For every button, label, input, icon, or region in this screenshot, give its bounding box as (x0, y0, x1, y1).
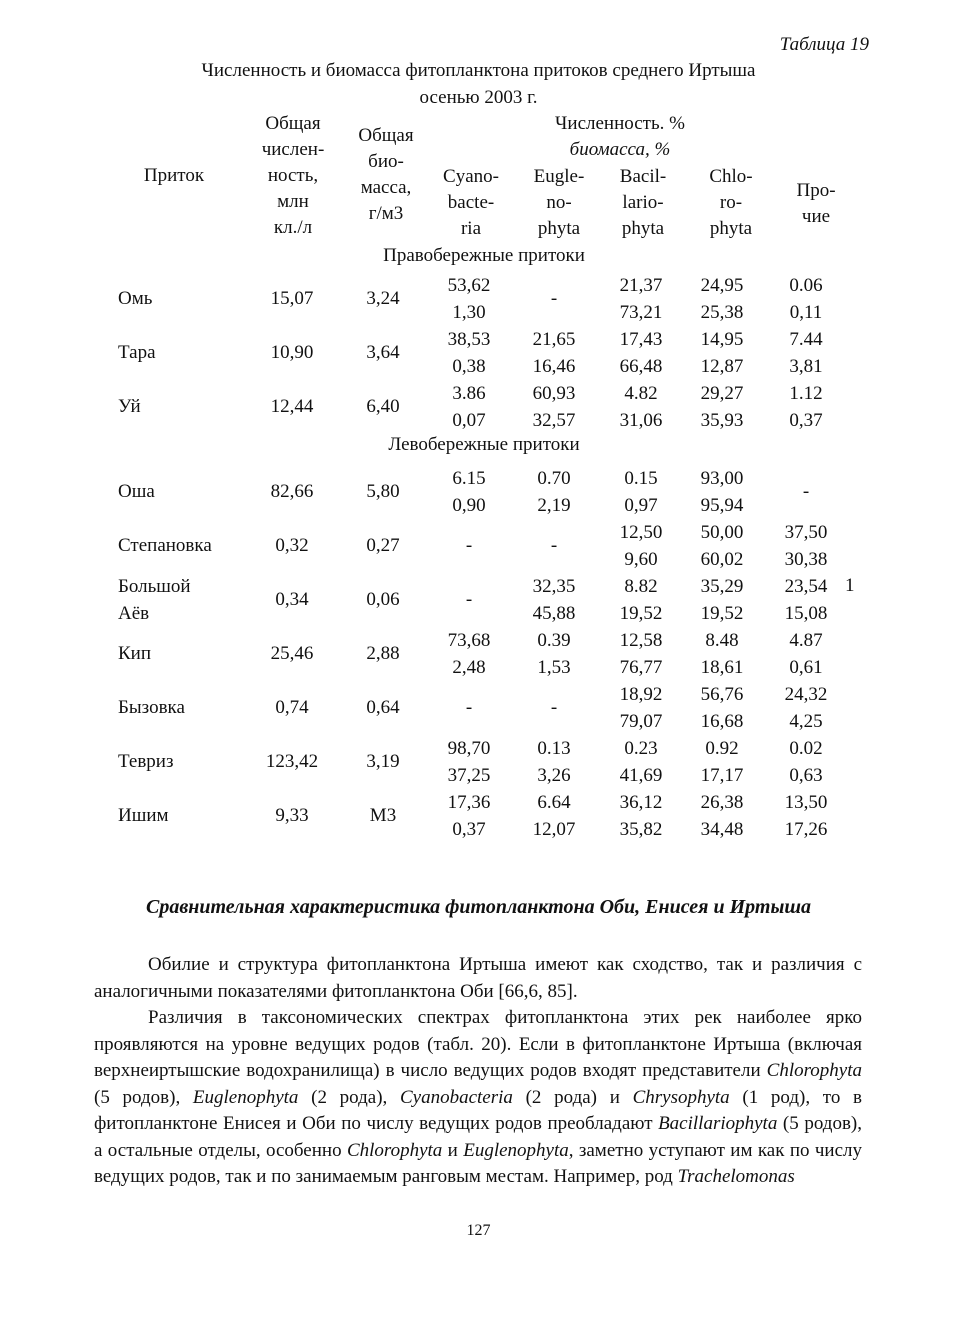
cell-cyanobacteria: 73,68 2,48 (447, 630, 491, 678)
cell-bacillariophyta: 8.82 19,52 (619, 576, 663, 624)
cell-cyanobacteria: - (465, 589, 473, 610)
cell-other: 0.02 0,63 (789, 738, 823, 786)
cell-total-count: 82,66 (270, 481, 314, 502)
cell-total-count: 25,46 (270, 643, 314, 664)
header-group-biomass: биомасса, % (569, 139, 671, 160)
cell-euglenophyta: - (550, 697, 558, 718)
cell-chlorophyta: 35,29 19,52 (700, 576, 744, 624)
cell-total-count: 12,44 (270, 396, 314, 417)
header-total-biomass: Общая био- масса, г/м3 (358, 125, 414, 224)
cell-total-biomass: 0,06 (366, 589, 400, 610)
cell-total-biomass: 0,64 (366, 697, 400, 718)
header-river: Приток (143, 165, 205, 186)
cell-bacillariophyta: 12,50 9,60 (619, 522, 663, 570)
cell-bacillariophyta: 12,58 76,77 (619, 630, 663, 678)
cell-cyanobacteria: 53,62 1,30 (447, 275, 491, 323)
header-group-count: Численность. % (555, 113, 685, 134)
header-chlorophyta: Chlo- ro- phyta (709, 166, 753, 239)
paragraph-2 (94, 1005, 862, 1191)
cell-total-count: 0,32 (275, 535, 309, 556)
row-river-name: Кип (118, 643, 152, 664)
section-right-bank: Правобережные притоки (383, 245, 585, 266)
cell-euglenophyta: 0.39 1,53 (537, 630, 571, 678)
cell-bacillariophyta: 21,37 73,21 (619, 275, 663, 323)
term-trachelomonas: Trachelomonas (677, 1166, 795, 1187)
cell-cyanobacteria: 98,70 37,25 (447, 738, 491, 786)
cell-cyanobacteria: 38,53 0,38 (447, 329, 491, 377)
cell-total-biomass: 3,24 (366, 288, 400, 309)
cell-other: 7.44 3,81 (789, 329, 823, 377)
cell-bacillariophyta: 4.82 31,06 (619, 383, 663, 431)
cell-bacillariophyta: 0.23 41,69 (619, 738, 663, 786)
text-run: (5 родов), а остальные отделы, особенно (94, 1113, 862, 1161)
row-river-name: Оша (118, 481, 155, 502)
table-title-line1: Численность и биомасса фитопланктона притоков среднего Иртыша (201, 60, 756, 81)
cell-other: 0.06 0,11 (789, 275, 823, 323)
cell-total-biomass: 5,80 (366, 481, 400, 502)
cell-bacillariophyta: 36,12 35,82 (619, 792, 663, 840)
row-river-name: Ишим (118, 805, 169, 826)
text-run: (2 рода), (298, 1086, 400, 1108)
cell-bacillariophyta: 17,43 66,48 (619, 329, 663, 377)
cell-total-count: 123,42 (265, 751, 319, 772)
cell-chlorophyta: 50,00 60,02 (700, 522, 744, 570)
cell-chlorophyta: 26,38 34,48 (700, 792, 744, 840)
stray-mark: 1 (845, 575, 855, 596)
header-euglenophyta: Eugle- no- phyta (533, 166, 585, 239)
term-chlorophyta: Chlorophyta (346, 1139, 443, 1161)
cell-chlorophyta: 56,76 16,68 (700, 684, 744, 732)
cell-euglenophyta: - (550, 288, 558, 309)
term-chrysophyta: Chrysophyta (632, 1086, 730, 1108)
header-cyanobacteria: Cyano- bacte- ria (443, 166, 499, 239)
paragraph-1: Обилие и структура фитопланктона Иртыша имеют как сходство, так и различия с аналогичными показателями фитопланктона Оби [66,6, 85]. (94, 954, 862, 1002)
cell-other: 37,50 30,38 (784, 522, 828, 570)
cell-total-count: 15,07 (270, 288, 314, 309)
cell-chlorophyta: 29,27 35,93 (700, 383, 744, 431)
term-chlorophyta: Chlorophyta (766, 1060, 862, 1081)
cell-cyanobacteria: - (465, 535, 473, 556)
section-left-bank: Левобережные притоки (388, 434, 580, 455)
header-total-count: Общая числен- ность, млн кл./л (261, 113, 325, 238)
row-river-name: Большой Аёв (118, 576, 191, 624)
row-river-name: Омь (118, 288, 153, 309)
cell-chlorophyta: 8.48 18,61 (700, 630, 744, 678)
row-river-name: Тара (118, 342, 156, 363)
text-run: , заметно уступают им как по числу ведущих родов, так и по занимаемым ранговым местам. Например, род (94, 1139, 863, 1187)
cell-total-biomass: 0,27 (366, 535, 400, 556)
cell-total-biomass: 3,64 (366, 342, 400, 363)
term-euglenophyta: Euglenophyta (192, 1086, 299, 1108)
term-bacillariophyta: Bacillariophyta (658, 1113, 778, 1134)
cell-chlorophyta: 0.92 17,17 (700, 738, 744, 786)
row-river-name: Уй (118, 396, 141, 417)
cell-other: 13,50 17,26 (784, 792, 828, 840)
page-number: 127 (466, 1222, 491, 1239)
term-cyanobacteria: Cyanobacteria (399, 1086, 513, 1108)
text-run: (2 рода) и (512, 1086, 633, 1108)
text-run: Различия в таксономических спектрах фитопланктона этих рек наиболее ярко проявляются на уровне ведущих родов (табл. 20). Если в фитопланктоне Иртыша (включая верхнеиртышские водохранилища) в число ведущих родов входят представители (94, 1007, 862, 1081)
cell-chlorophyta: 14,95 12,87 (700, 329, 744, 377)
cell-other: - (802, 481, 810, 502)
cell-other: 1.12 0,37 (789, 383, 823, 431)
cell-euglenophyta: 21,65 16,46 (532, 329, 576, 377)
cell-chlorophyta: 24,95 25,38 (700, 275, 744, 323)
cell-cyanobacteria: 17,36 0,37 (447, 792, 491, 840)
cell-bacillariophyta: 0.15 0,97 (624, 468, 658, 516)
cell-total-biomass: 3,19 (366, 751, 400, 772)
row-river-name: Тевриз (118, 751, 174, 772)
cell-total-biomass: 6,40 (366, 396, 400, 417)
cell-euglenophyta: 60,93 32,57 (532, 383, 576, 431)
cell-bacillariophyta: 18,92 79,07 (619, 684, 663, 732)
cell-other: 4.87 0,61 (789, 630, 823, 678)
cell-euglenophyta: 6.64 12,07 (532, 792, 576, 840)
table-title-line2: осенью 2003 г. (419, 87, 538, 108)
section-heading: Сравнительная характеристика фитопланктона Оби, Енисея и Иртыша (146, 896, 811, 918)
cell-cyanobacteria: 6.15 0,90 (452, 468, 486, 516)
text-run: (1 род), то в фитопланктоне Енисея и Оби по числу ведущих родов преобладают (94, 1086, 862, 1134)
cell-total-biomass: М3 (369, 805, 397, 826)
cell-total-count: 10,90 (270, 342, 314, 363)
cell-total-biomass: 2,88 (366, 643, 400, 664)
text-run: и (442, 1139, 464, 1161)
cell-cyanobacteria: 3.86 0,07 (452, 383, 486, 431)
cell-euglenophyta: - (550, 535, 558, 556)
header-bacillariophyta: Bacil- lario- phyta (619, 166, 667, 239)
cell-total-count: 0,34 (275, 589, 309, 610)
header-other: Про- чие (796, 180, 836, 227)
cell-other: 23,54 15,08 (784, 576, 828, 624)
row-river-name: Степановка (118, 535, 212, 556)
text-run: (5 родов), (94, 1086, 193, 1108)
cell-other: 24,32 4,25 (784, 684, 828, 732)
cell-euglenophyta: 0.13 3,26 (537, 738, 571, 786)
cell-chlorophyta: 93,00 95,94 (700, 468, 744, 516)
row-river-name: Бызовка (118, 697, 185, 718)
term-euglenophyta: Euglenophyta (463, 1139, 569, 1161)
table-label: Таблица 19 (779, 34, 869, 55)
cell-total-count: 9,33 (275, 805, 309, 826)
cell-cyanobacteria: - (465, 697, 473, 718)
cell-euglenophyta: 0.70 2,19 (537, 468, 571, 516)
cell-total-count: 0,74 (275, 697, 309, 718)
cell-euglenophyta: 32,35 45,88 (532, 576, 576, 624)
